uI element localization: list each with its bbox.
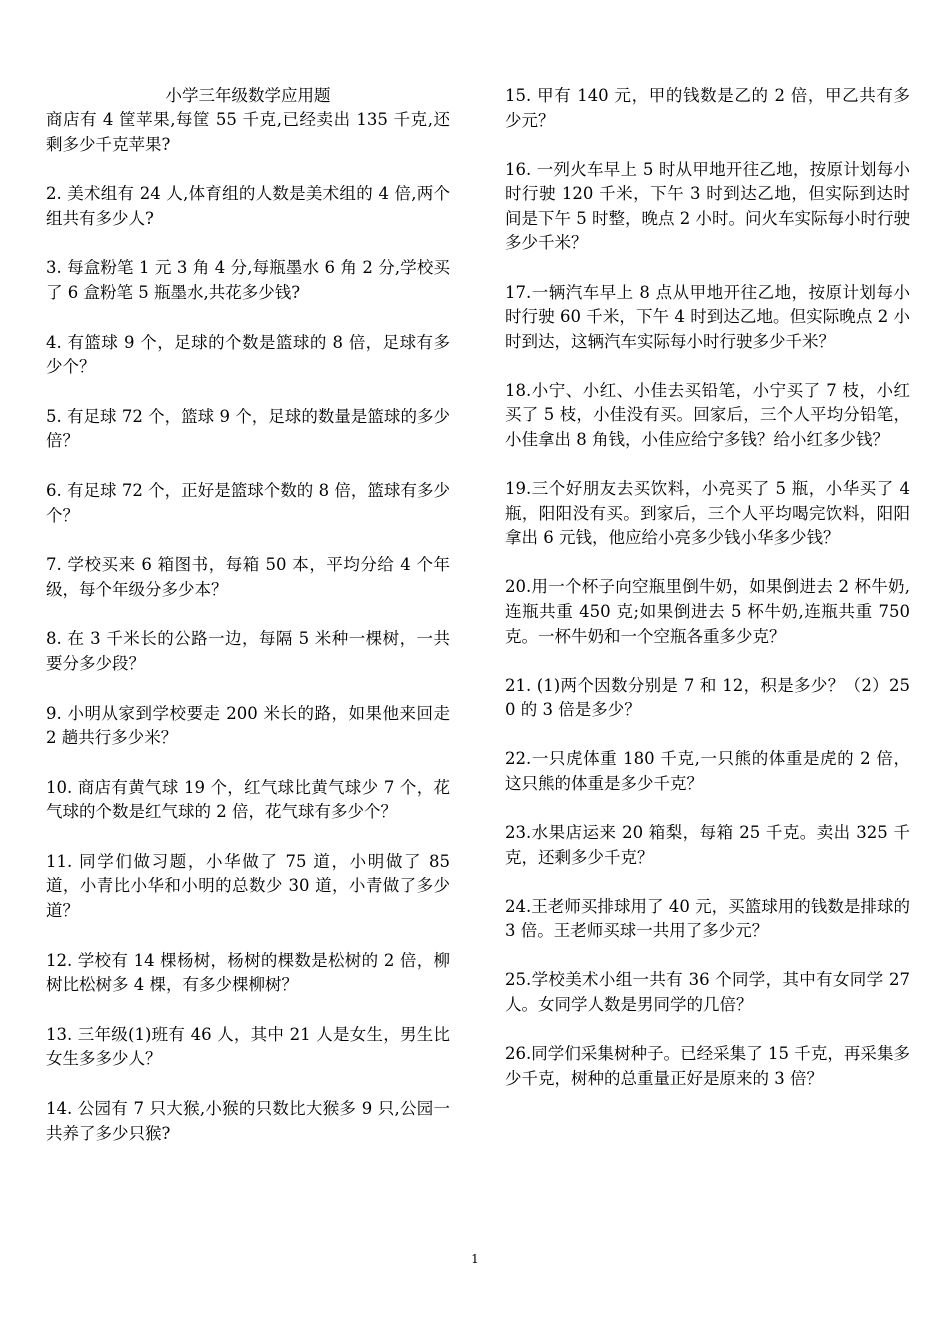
problem-item: 8. 在 3 千米长的公路一边，每隔 5 米种一棵树，一共要分多少段？: [46, 629, 450, 673]
problem-item: 12. 学校有 14 棵杨树，杨树的棵数是松树的 2 倍，柳树比松树多 4 棵，有多少棵柳树？: [46, 950, 450, 995]
problem-item: 21. (1)两个因数分别是 7 和 12，积是多少？（2）250 的 3 倍是多少？: [505, 675, 910, 720]
problem-item: 7. 学校买来 6 箱图书，每箱 50 本，平均分给 4 个年级，每个年级分多少本？: [46, 555, 450, 599]
problem-item: 14. 公园有 7 只大猴,小猴的只数比大猴多 9 只,公园一共养了多少只猴?: [46, 1099, 450, 1143]
problem-item: 17.一辆汽车早上 8 点从甲地开往乙地，按原计划每小时行驶 60 千米，下午 4 时到达乙地。但实际晚点 2 小时到达，这辆汽车实际每小时行驶多少千米？: [505, 282, 910, 351]
problem-item: 22.一只虎体重 180 千克,一只熊的体重是虎的 2 倍，这只熊的体重是多少千克？: [505, 749, 910, 793]
right-column: [505, 84, 910, 1116]
page-number: 1: [471, 1252, 479, 1266]
document-title: 小学三年级数学应用题: [165, 86, 331, 105]
problem-item: 23.水果店运来 20 箱梨，每箱 25 千克。卖出 325 千克，还剩多少千克？: [505, 823, 910, 867]
problem-item: 4. 有篮球 9 个，足球的个数是篮球的 8 倍，足球有多少个？: [46, 332, 450, 377]
problem-item: 15. 甲有 140 元，甲的钱数是乙的 2 倍，甲乙共有多少元？: [505, 86, 910, 130]
problem-item: 13. 三年级(1)班有 46 人，其中 21 人是女生，男生比女生多多少人？: [46, 1024, 450, 1069]
problem-item: 11. 同学们做习题，小华做了 75 道，小明做了 85 道，小青比小华和小明的总数少 30 道，小青做了多少道？: [46, 851, 450, 921]
problem-item: 24.王老师买排球用了 40 元，买篮球用的钱数是排球的 3 倍。王老师买球一共用了多少元？: [505, 896, 910, 941]
problem-item: 9. 小明从家到学校要走 200 米长的路，如果他来回走 2 趟共行多少米？: [46, 703, 450, 748]
problem-item: 6. 有足球 72 个，正好是篮球个数的 8 倍，篮球有多少个？: [46, 480, 450, 525]
problem-item: 25.学校美术小组一共有 36 个同学，其中有女同学 27 人。女同学人数是男同学的几倍？: [505, 970, 910, 1015]
left-column: [46, 84, 450, 1171]
problem-item: 20.用一个杯子向空瓶里倒牛奶，如果倒进去 2 杯牛奶,连瓶共重 450 克;如果倒进去 5 杯牛奶,连瓶共重 750 克。一杯牛奶和一个空瓶各重多少克？: [505, 577, 910, 646]
problem-item: 2. 美术组有 24 人,体育组的人数是美术组的 4 倍,两个组共有多少人?: [46, 184, 450, 228]
problem-item: 商店有 4 筐苹果,每筐 55 千克,已经卖出 135 千克,还剩多少千克苹果?: [46, 110, 450, 154]
problem-item: 10. 商店有黄气球 19 个，红气球比黄气球少 7 个，花气球的个数是红气球的 2 倍，花气球有多少个？: [46, 777, 450, 822]
problem-item: 3. 每盒粉笔 1 元 3 角 4 分,每瓶墨水 6 角 2 分,学校买了 6 盒粉笔 5 瓶墨水,共花多少钱?: [46, 258, 450, 302]
problem-item: 5. 有足球 72 个，篮球 9 个，足球的数量是篮球的多少倍？: [46, 406, 450, 451]
problem-item: 18.小宁、小红、小佳去买铅笔，小宁买了 7 枝，小红买了 5 枝，小佳没有买。回家后，三个人平均分铅笔，小佳拿出 8 角钱，小佳应给宁多钱？给小红多少钱？: [505, 380, 910, 450]
problem-item: 16. 一列火车早上 5 时从甲地开往乙地，按原计划每小时行驶 120 千米，下午 3 时到达乙地，但实际到达时间是下午 5 时整，晚点 2 小时。问火车实际每小时行驶多少千米？: [505, 159, 910, 253]
problem-item: 19.三个好朋友去买饮料，小亮买了 5 瓶，小华买了 4 瓶，阳阳没有买。到家后，三个人平均喝完饮料，阳阳拿出 6 元钱，他应给小亮多少钱小华多少钱？: [505, 479, 910, 548]
problem-item: 26.同学们采集树种子。已经采集了 15 千克，再采集多少千克，树种的总重量正好是原来的 3 倍？: [505, 1044, 910, 1088]
